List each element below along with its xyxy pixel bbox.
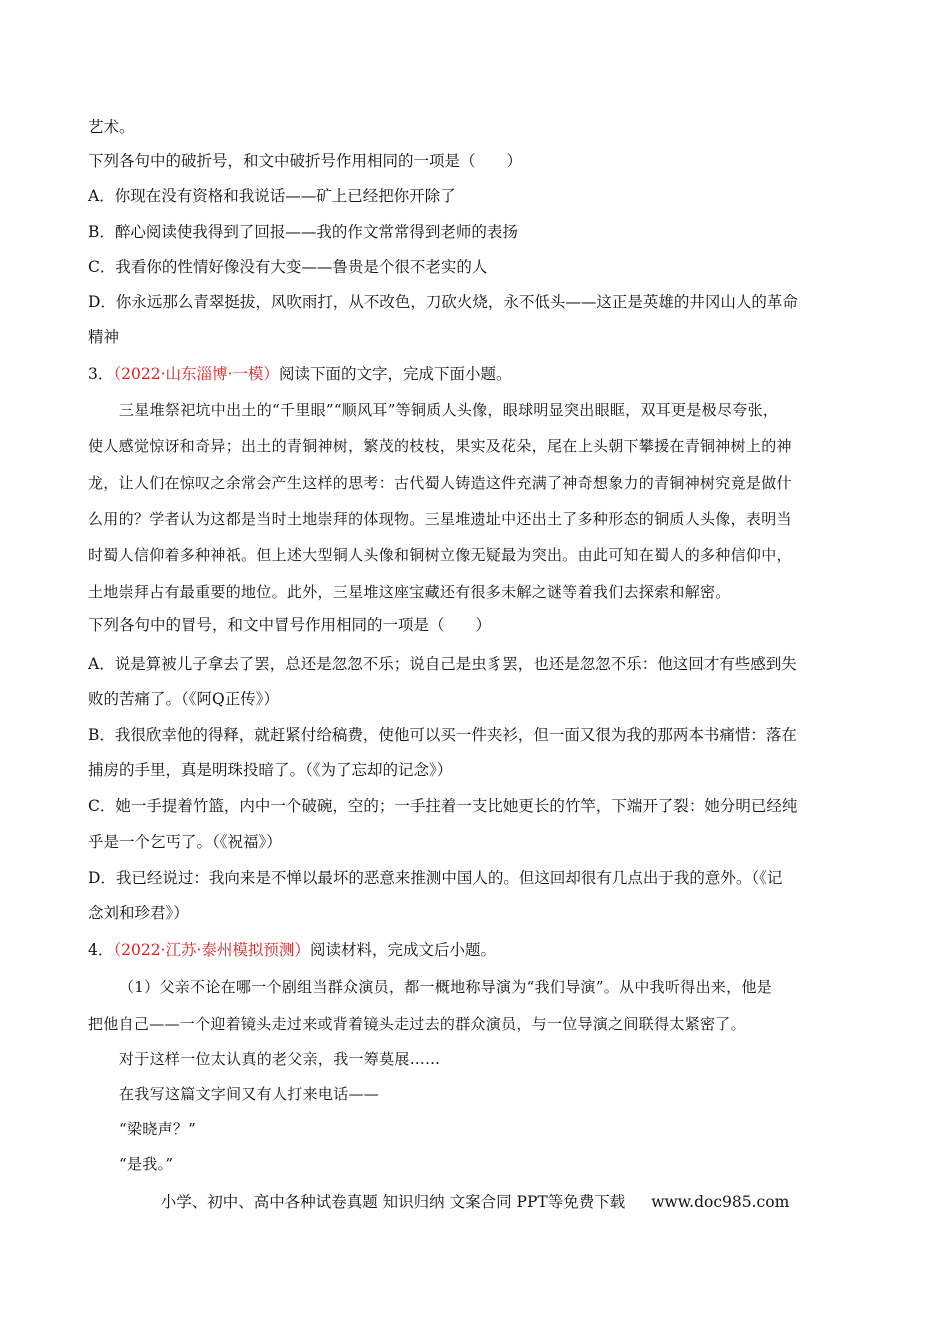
passage-line: 龙，让人们在惊叹之余常会产生这样的思考：古代蜀人铸造这件充满了神奇想象力的青铜神树究竟是做什 bbox=[88, 474, 792, 492]
question-prompt: 下列各句中的冒号，和文中冒号作用相同的一项是（ ） bbox=[88, 616, 492, 634]
question-source: （2022·江苏·泰州模拟预测） bbox=[113, 941, 310, 959]
page-footer bbox=[0, 1190, 950, 1212]
passage-line: 时蜀人信仰着多种神祇。但上述大型铜人头像和铜树立像无疑最为突出。由此可知在蜀人的多种信仰中， bbox=[88, 546, 792, 564]
option-c: C．她一手提着竹篮，内中一个破碗，空的；一手拄着一支比她更长的竹竿，下端开了裂：她分明已经纯 bbox=[88, 797, 798, 815]
option-b-continued: 捕房的手里，真是明珠投暗了。（《为了忘却的记念》） bbox=[88, 761, 453, 779]
option-a: A．你现在没有资格和我说话——矿上已经把你开除了 bbox=[88, 187, 456, 205]
passage-line: 土地崇拜占有最重要的地位。此外，三星堆这座宝藏还有很多未解之谜等着我们去探索和解密。 bbox=[88, 583, 731, 601]
footer-text: 小学、初中、高中各种试卷真题 知识归纳 文案合同 PPT等免费下载 bbox=[160, 1193, 626, 1211]
option-c-continued: 乎是一个乞丐了。（《祝福》） bbox=[88, 833, 282, 851]
dialogue-line: “是我。” bbox=[119, 1155, 174, 1173]
option-d: D．你永远那么青翠挺拔，风吹雨打，从不改色，刀砍火烧，永不低头——这正是英雄的井冈山人的革命 bbox=[88, 293, 798, 311]
option-d-continued: 念刘和珍君》） bbox=[88, 904, 189, 922]
question-number: 3． bbox=[88, 365, 114, 383]
question-number: 4． bbox=[88, 941, 114, 959]
question-source: （2022·山东淄博·一模） bbox=[113, 365, 279, 383]
question-header bbox=[88, 363, 511, 385]
question-instruction: 阅读材料，完成文后小题。 bbox=[309, 941, 496, 959]
passage-line: 三星堆祭祀坑中出土的“千里眼”“顺风耳”等铜质人头像，眼球明显突出眼眶，双耳更是极尽夸张， bbox=[119, 401, 779, 419]
option-d-continued: 精神 bbox=[88, 328, 120, 346]
option-c: C．我看你的性情好像没有大变——鲁贵是个很不老实的人 bbox=[88, 258, 488, 276]
footer-url[interactable]: www.doc985.com bbox=[651, 1193, 790, 1211]
dialogue-line: 在我写这篇文字间又有人打来电话—— bbox=[119, 1085, 380, 1103]
option-b: B．醉心阅读使我得到了回报——我的作文常常得到老师的表扬 bbox=[88, 223, 518, 241]
passage-line: 么用的？学者认为这都是当时土地崇拜的体现物。三星堆遗址中还出土了多种形态的铜质人头像，表明当 bbox=[88, 510, 792, 528]
passage-line: 把他自己——一个迎着镜头走过来或背着镜头走过去的群众演员，与一位导演之间联得太紧密了。 bbox=[88, 1015, 746, 1033]
question-instruction: 阅读下面的文字，完成下面小题。 bbox=[278, 365, 512, 383]
paragraph-text: 艺术。 bbox=[88, 118, 135, 136]
passage-line: （1）父亲不论在哪一个剧组当群众演员，都一概地称导演为“我们导演”。从中我听得出来，他是 bbox=[119, 978, 773, 996]
question-header bbox=[88, 939, 496, 961]
passage-line: 使人感觉惊讶和奇异；出土的青铜神树，繁茂的枝枝，果实及花朵，尾在上头朝下攀援在青铜神树上的神 bbox=[88, 437, 792, 455]
option-b: B．我很欣幸他的得释，就赶紧付给稿费，使他可以买一件夹衫，但一面又很为我的那两本书痛惜：落在 bbox=[88, 726, 797, 744]
option-a-continued: 败的苦痛了。（《阿Q正传》） bbox=[88, 690, 279, 708]
dialogue-line: “梁晓声？” bbox=[119, 1120, 197, 1138]
dialogue-line: 对于这样一位太认真的老父亲，我一筹莫展…… bbox=[119, 1050, 441, 1068]
option-d: D．我已经说过：我向来是不惮以最坏的恶意来推测中国人的。但这回却很有几点出于我的意外。（《记 bbox=[88, 869, 783, 887]
option-a: A．说是算被儿子拿去了罢，总还是忽忽不乐；说自己是虫豸罢，也还是忽忽不乐：他这回才有些感到失 bbox=[88, 655, 797, 673]
question-prompt: 下列各句中的破折号，和文中破折号作用相同的一项是（ ） bbox=[88, 152, 523, 170]
